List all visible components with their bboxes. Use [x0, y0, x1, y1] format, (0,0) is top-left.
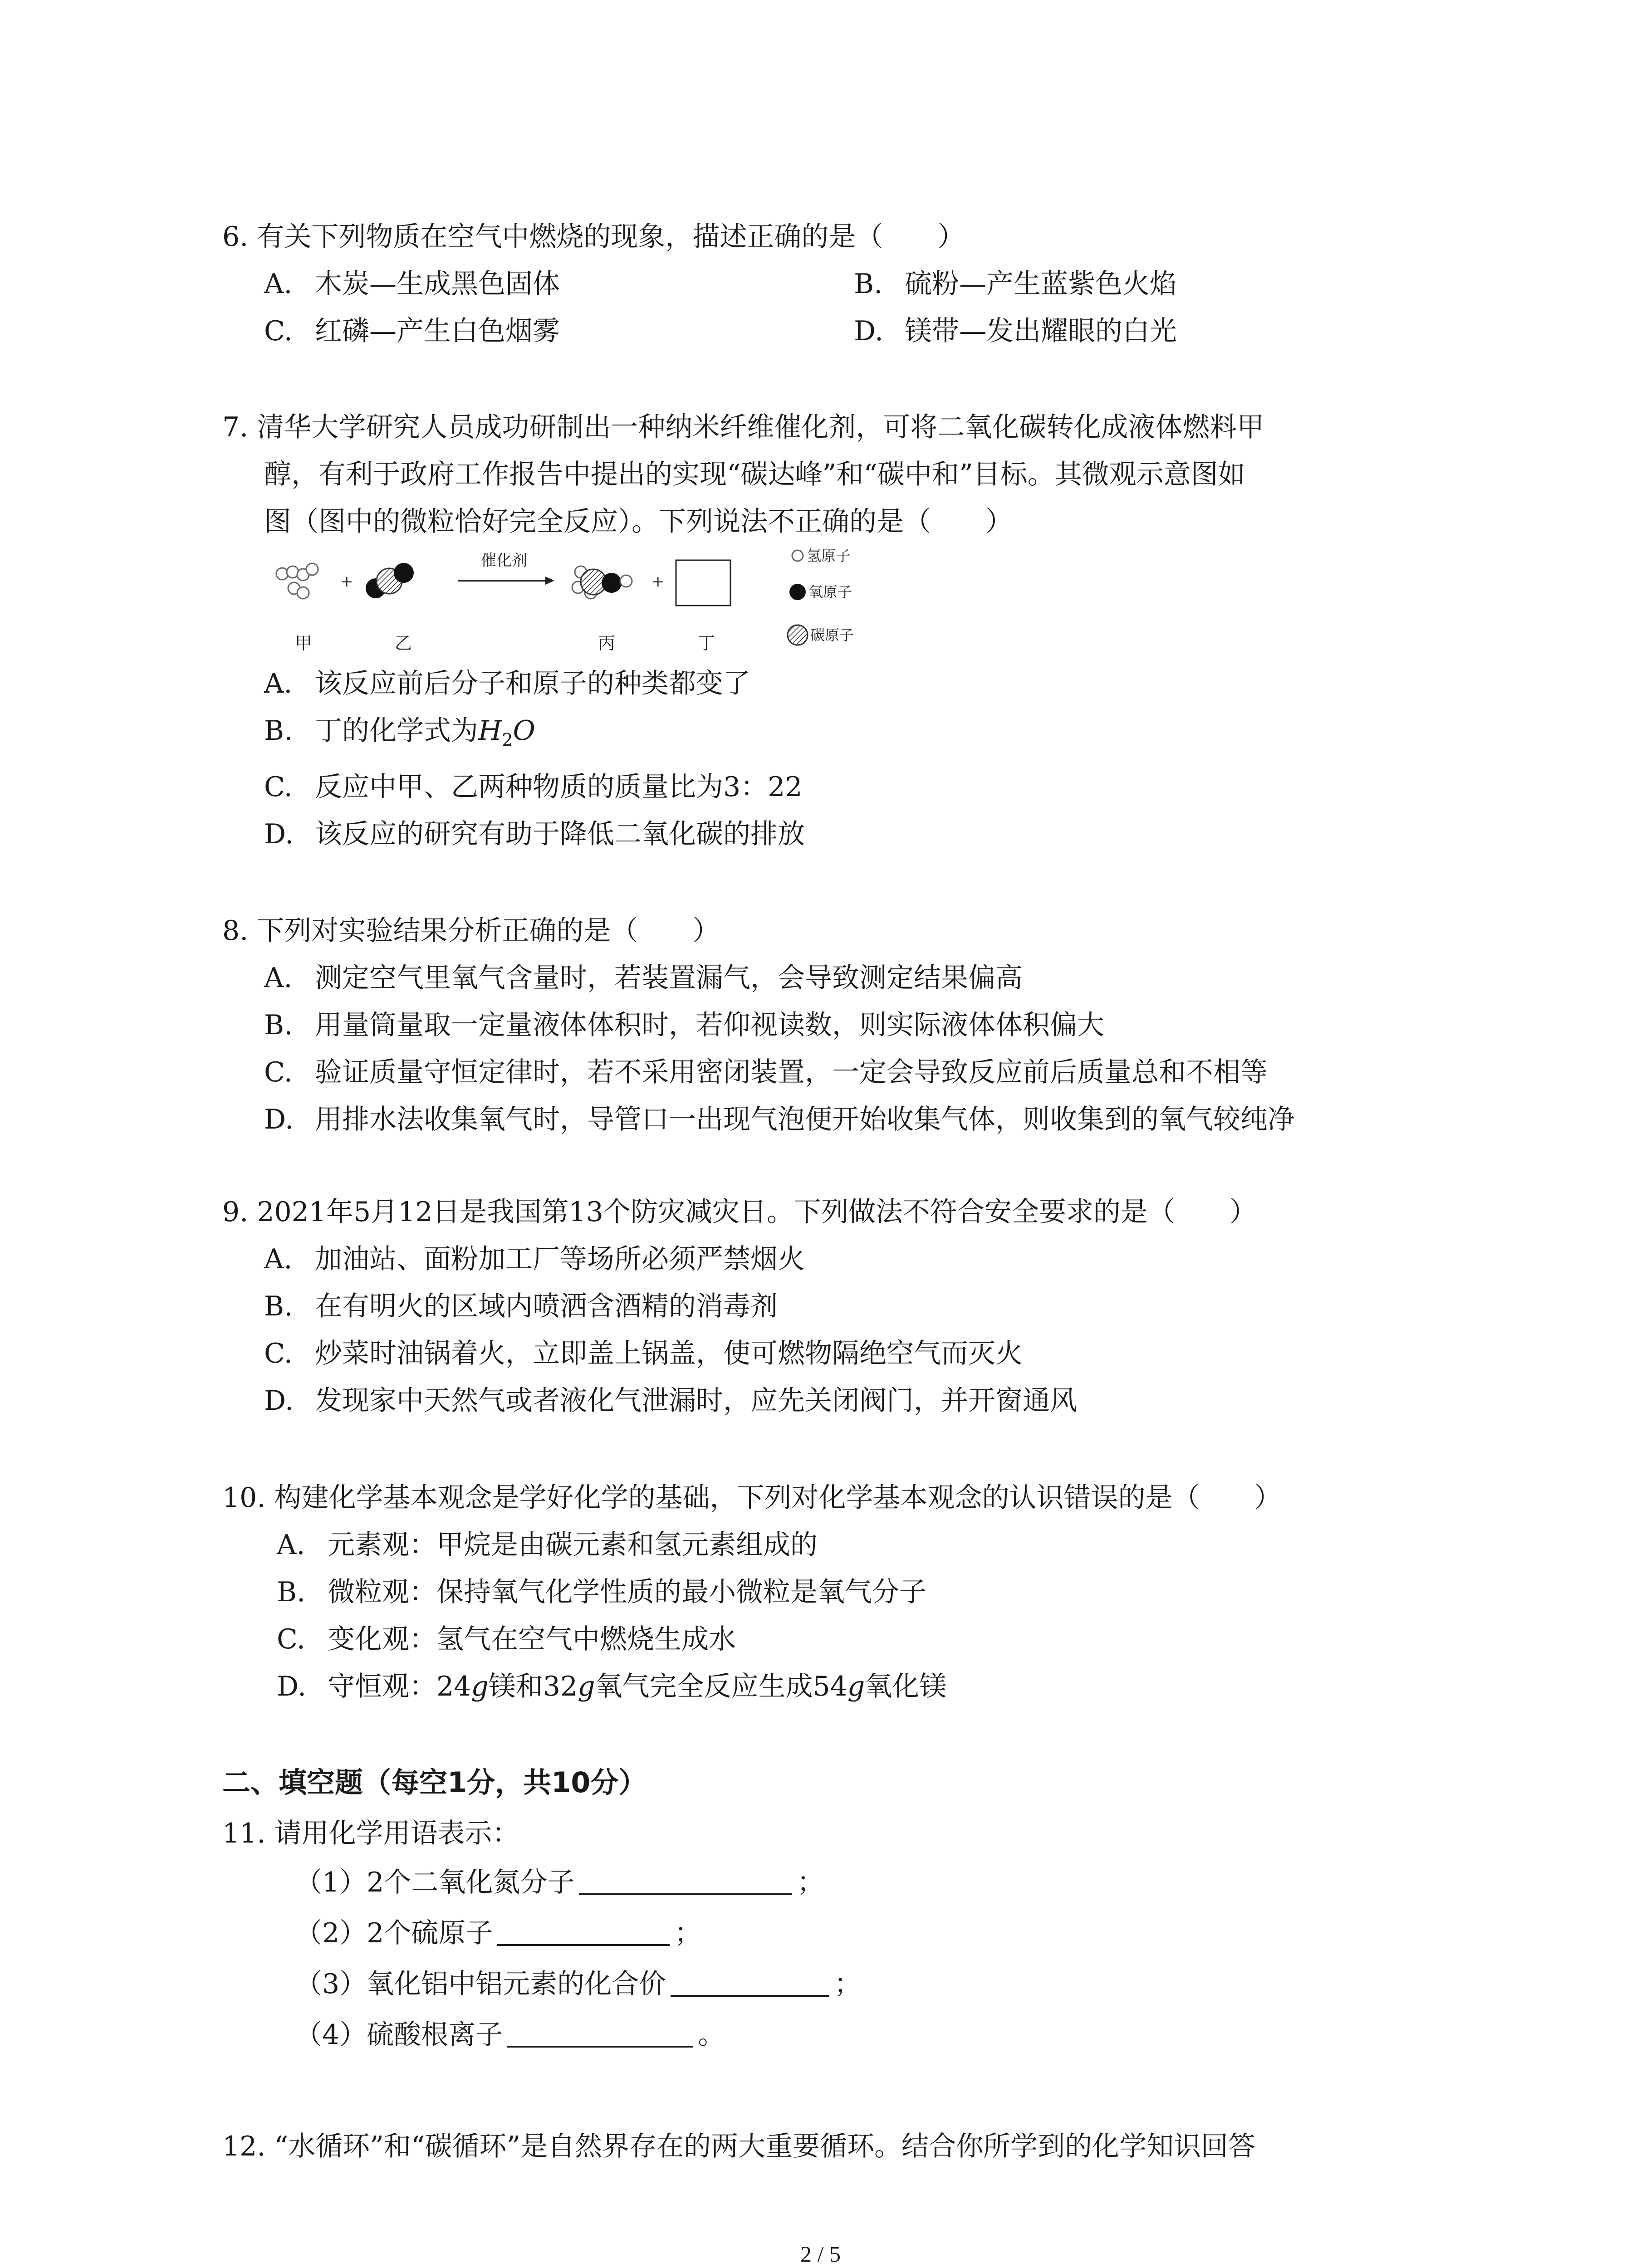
question-7 [222, 404, 1264, 545]
catalyst-label: 催化剂 [481, 552, 527, 570]
formula-o: O [513, 715, 535, 747]
question-7-stem-line3: 图（图中的微粒恰好完全反应）。下列说法不正确的是（ ） [264, 506, 1013, 538]
option-d: D. 守恒观：24g镁和32g氧气完全反应生成54g氧化镁 [277, 1671, 947, 1702]
reaction-diagram [268, 547, 939, 660]
question-7-options [222, 660, 805, 858]
label-bing: 丙 [598, 633, 616, 653]
option-d: D. 发现家中天然气或者液化气泄漏时，应先关闭阀门，并开窗通风 [264, 1385, 1077, 1417]
answer-blank-4[interactable] [507, 2019, 693, 2048]
option-b: B. 丁的化学式为$H_2O$ [264, 715, 535, 750]
option-c: C. 炒菜时油锅着火，立即盖上锅盖，使可燃物隔绝空气而灭火 [264, 1338, 1023, 1369]
question-7-stem-line2: 醇，有利于政府工作报告中提出的实现“碳达峰”和“碳中和”目标。其微观示意图如 [264, 459, 1245, 490]
plus-sign-1: + [340, 572, 353, 591]
label-ding: 丁 [698, 633, 715, 653]
question-9 [222, 1188, 1257, 1424]
option-d: D. 该反应的研究有助于降低二氧化碳的排放 [264, 818, 805, 850]
option-a: A. 元素观：甲烷是由碳元素和氢元素组成的 [277, 1529, 818, 1561]
option-d: D. 用排水法收集氧气时，导管口一出现气泡便开始收集气体，则收集到的氧气较纯净 [264, 1104, 1295, 1135]
answer-blank-3[interactable] [671, 1968, 829, 1997]
fill-item-2: （2）2个硫原子 ； [295, 1917, 702, 1949]
option-a: A. 加油站、面粉加工厂等场所必须严禁烟火 [264, 1243, 805, 1275]
option-c: C. 反应中甲、乙两种物质的质量比为3：22 [264, 771, 803, 803]
question-6 [222, 213, 1444, 355]
question-7-stem-line1: 7. 清华大学研究人员成功研制出一种纳米纤维催化剂，可将二氧化碳转化成液体燃料甲 [222, 411, 1264, 443]
question-9-stem: 9. 2021年5月12日是我国第13个防灾减灾日。下列做法不符合安全要求的是（ ） [222, 1196, 1257, 1228]
carbon-dioxide-molecule [366, 563, 414, 598]
option-b: B. 微粒观：保持氧气化学性质的最小微粒是氧气分子 [277, 1576, 926, 1608]
hydrogen-molecules [276, 563, 318, 599]
option-b: B. 用量筒量取一定量液体体积时，若仰视读数，则实际液体体积偏大 [264, 1009, 1104, 1041]
answer-blank-1[interactable] [579, 1866, 792, 1895]
fill-item-1: （1）2个二氧化氮分子 ； [295, 1867, 824, 1898]
option-a: A. 测定空气里氧气含量时，若装置漏气，会导致测定结果偏高 [264, 962, 1023, 994]
question-11-stem: 11. 请用化学用语表示： [222, 1818, 519, 1849]
formula-sub: 2 [502, 730, 513, 750]
option-b: B. 在有明火的区域内喷洒含酒精的消毒剂 [264, 1290, 778, 1322]
fill-item-3: （3）氧化铝中铝元素的化合价 ； [295, 1968, 862, 2000]
question-12 [222, 2123, 1255, 2170]
option-b: B. 硫粉—产生蓝紫色火焰 [854, 268, 1177, 300]
option-d: D. 镁带—发出耀眼的白光 [854, 315, 1177, 347]
option-a: A. 该反应前后分子和原子的种类都变了 [264, 668, 750, 699]
legend [788, 547, 854, 645]
answer-blank-2[interactable] [497, 1917, 670, 1946]
option-c: C. 红磷—产生白色烟雾 [264, 315, 560, 347]
question-10 [222, 1474, 1282, 1710]
page-number: 2 / 5 [800, 2241, 841, 2267]
arrow-head [545, 577, 554, 585]
section-title: 二、填空题（每空1分，共10分） [222, 1766, 647, 1799]
formula-h: H [478, 715, 502, 747]
question-12-stem: 12. “水循环”和“碳循环”是自然界存在的两大重要循环。结合你所学到的化学知识回答 [222, 2131, 1256, 2162]
legend-hydrogen: 氢原子 [807, 547, 851, 564]
option-c: C. 变化观：氢气在空气中燃烧生成水 [277, 1623, 736, 1655]
question-11 [222, 1810, 861, 2060]
legend-oxygen: 氧原子 [808, 583, 852, 601]
question-10-stem: 10. 构建化学基本观念是学好化学的基础，下列对化学基本观念的认识错误的是（ ） [222, 1482, 1282, 1514]
question-6-stem: 6. 有关下列物质在空气中燃烧的现象，描述正确的是（ ） [222, 221, 965, 253]
plus-sign-2: + [652, 572, 665, 591]
unknown-product-box [676, 560, 730, 606]
question-8-stem: 8. 下列对实验结果分析正确的是（ ） [222, 915, 720, 947]
legend-carbon: 碳原子 [810, 626, 854, 644]
label-yi: 乙 [395, 633, 412, 653]
question-6-options [222, 260, 1444, 355]
fill-item-4: （4）硫酸根离子 。 [295, 2019, 725, 2051]
methanol-molecule [572, 566, 632, 599]
question-8 [222, 907, 1295, 1143]
label-jia: 甲 [295, 633, 313, 653]
option-a: A. 木炭—生成黑色固体 [264, 268, 560, 300]
option-c: C. 验证质量守恒定律时，若不采用密闭装置，一定会导致反应前后质量总和不相等 [264, 1056, 1268, 1088]
